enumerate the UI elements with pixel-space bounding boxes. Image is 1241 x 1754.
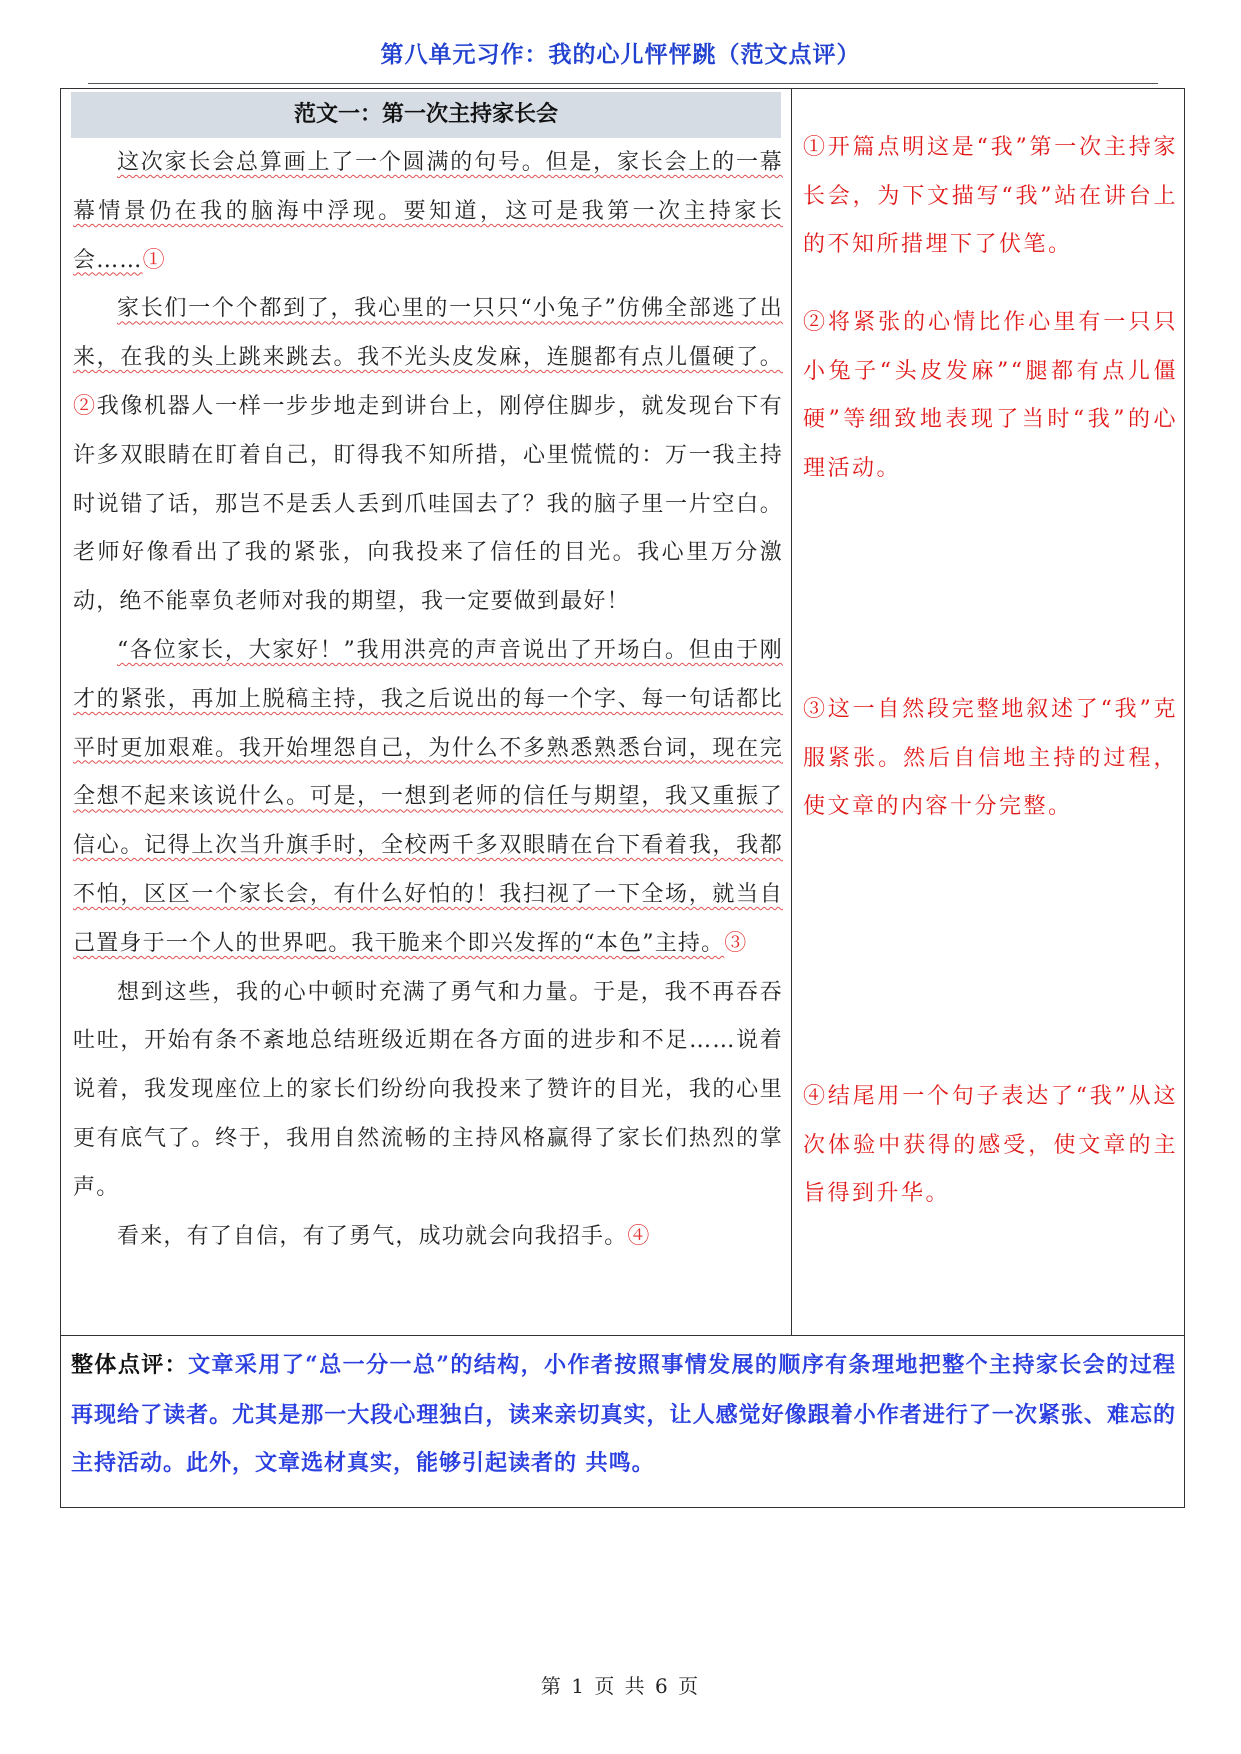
comment-4: ④结尾用一个句子表达了“我”从这次体验中获得的感受，使文章的主旨得到升华。 (803, 1084, 1178, 1206)
annotation-marker-2: ② (73, 393, 97, 419)
commentary-table (60, 88, 1185, 1508)
essay-paragraph-1: 这次家长会总算画上了一个圆满的句号。但是，家长会上的一幕幕情景仍在我的脑海中浮现。要知道，这可是我第一次主持家长会……① (73, 150, 783, 273)
comment-2: ②将紧张的心情比作心里有一只只小兔子“头皮发麻”“腿都有点儿僵硬”等细致地表现了当时“我”的心理活动。 (803, 310, 1178, 481)
essay-paragraph-5: 看来，有了自信，有了勇气，成功就会向我招手。④ (117, 1223, 651, 1249)
essay-paragraph-4: 想到这些，我的心中顿时充满了勇气和力量。于是，我不再吞吞吐吐，开始有条不紊地总结班级近期在各方面的进步和不足……说着说着，我发现座位上的家长们纷纷向我投来了赞许的目光，我的心里更有底气了。终于，我用自然流畅的主持风格赢得了家长们热烈的掌声。 (73, 979, 783, 1200)
header-rule (88, 83, 1158, 84)
annotation-marker-1: ① (142, 247, 166, 273)
overall-review-text: 文章采用了“总一分一总”的结构，小作者按照事情发展的顺序有条理地把整个主持家长会的过程再现给了读者。尤其是那一大段心理独白，读来亲切真实，让人感觉好像跟着小作者进行了一次紧张、难忘的主持活动。此外，文章选材真实，能够引起读者的 共鸣。 (71, 1352, 1176, 1476)
annotation-marker-4: ④ (627, 1223, 651, 1249)
comment-1: ①开篇点明这是“我”第一次主持家长会，为下文描写“我”站在讲台上的不知所措埋下了伏笔。 (803, 135, 1178, 257)
essay-body (73, 139, 783, 1261)
column-divider (791, 89, 792, 1335)
essay-paragraph-3: “各位家长，大家好！”我用洪亮的声音说出了开场白。但由于刚才的紧张，再加上脱稿主持，我之后说出的每一个字、每一句话都比平时更加艰难。我开始埋怨自己，为什么不多熟悉熟悉台词，现在完全想不起来该说什么。可是，一想到老师的信任与期望，我又重振了信心。记得上次当升旗手时，全校两千多双眼睛在台下看着我，我都不怕，区区一个家长会，有什么好怕的！我扫视了一下全场，就当自己置身于一个人的世界吧。我干脆来个即兴发挥的“本色”主持。③ (73, 637, 783, 956)
essay-paragraph-2: 家长们一个个都到了，我心里的一只只“小兔子”仿佛全部逃了出来，在我的头上跳来跳去。我不光头皮发麻，连腿都有点儿僵硬了。②我像机器人一样一步步地走到讲台上，刚停住脚步，就发现台下有许多双眼睛在盯着自己，盯得我不知所措，心里慌慌的：万一我主持时说错了话，那岂不是丢人丢到爪哇国去了？我的脑子里一片空白。老师好像看出了我的紧张，向我投来了信任的目光。我心里万分激动，绝不能辜负老师对我的期望，我一定要做到最好！ (73, 296, 783, 615)
page-footer: 第 1 页 共 6 页 (540, 1674, 701, 1698)
essay-title: 范文一：第一次主持家长会 (71, 92, 781, 138)
overall-review-label: 整体点评： (71, 1353, 189, 1378)
row-divider (61, 1335, 1184, 1336)
page-header-title: 第八单元习作：我的心儿怦怦跳（范文点评） (380, 42, 861, 68)
overall-review (71, 1341, 1176, 1488)
comment-3: ③这一自然段完整地叙述了“我”克服紧张。然后自信地主持的过程，使文章的内容十分完整。 (803, 697, 1178, 819)
annotation-marker-3: ③ (724, 930, 748, 956)
